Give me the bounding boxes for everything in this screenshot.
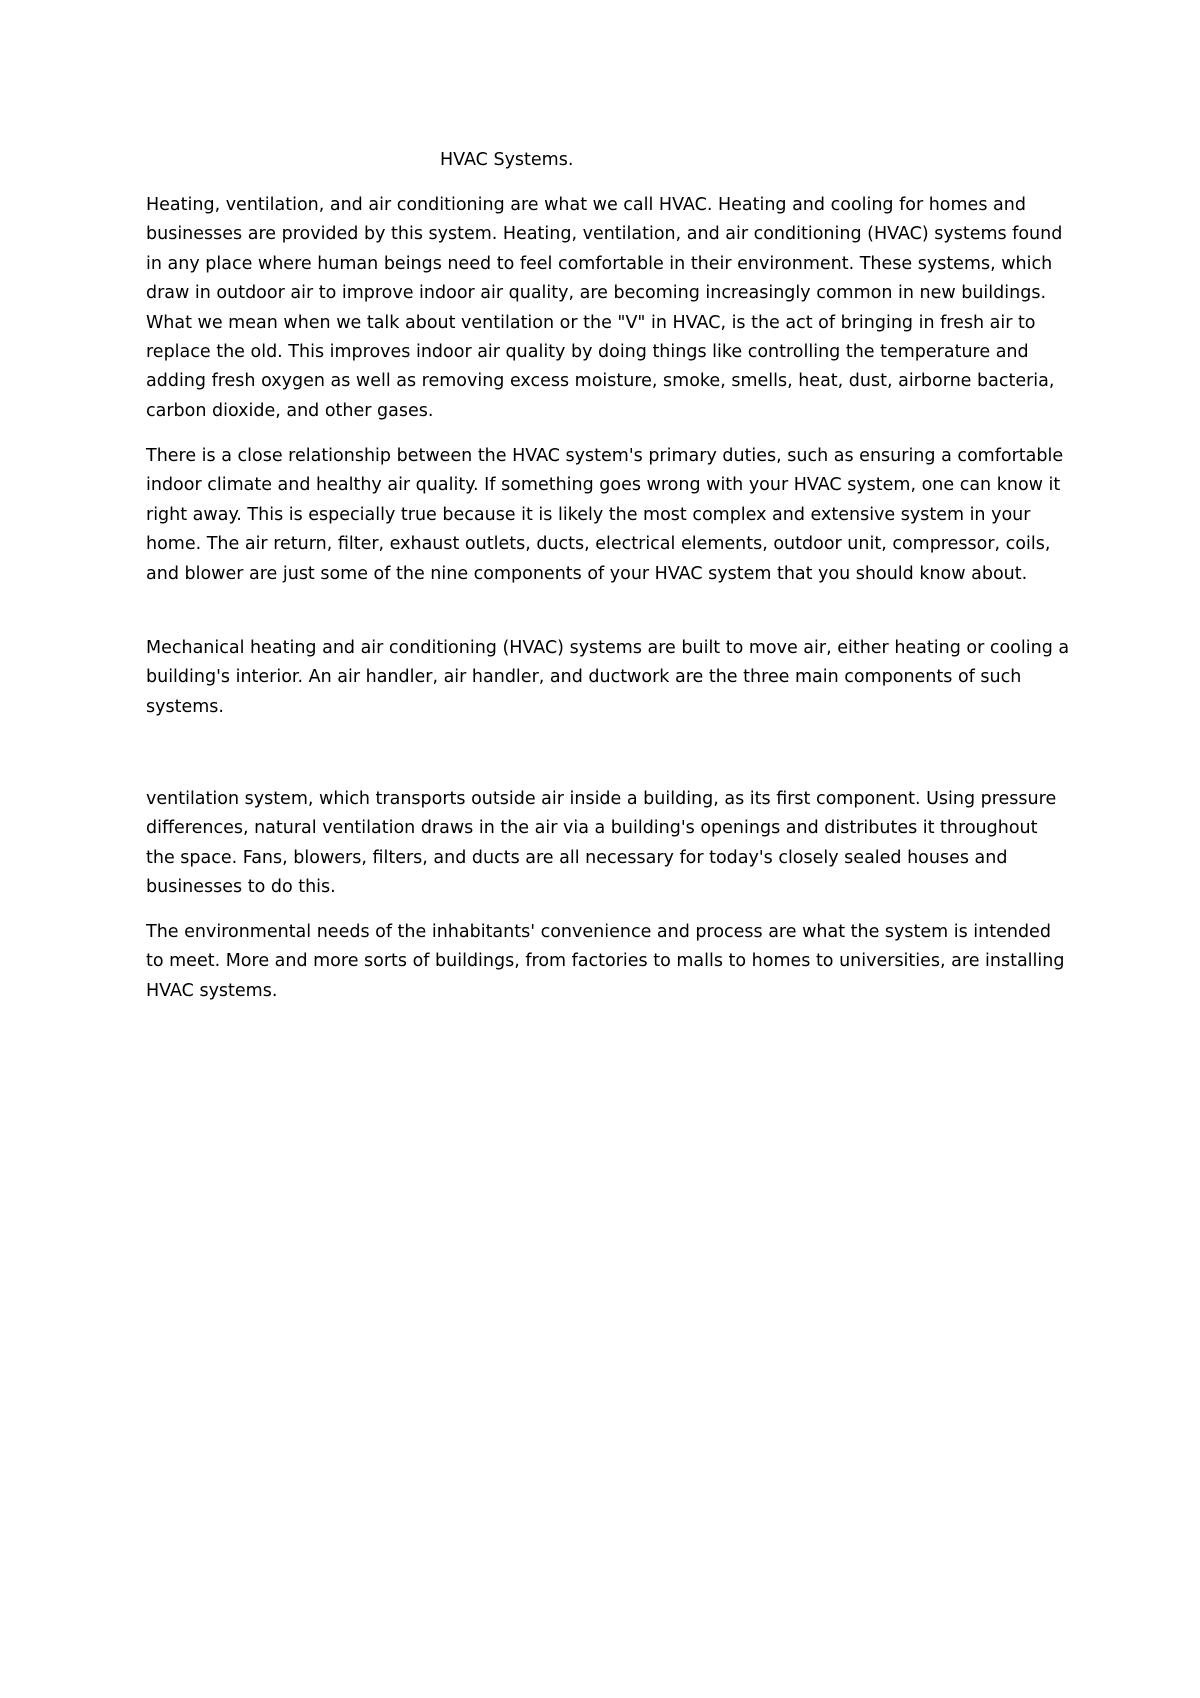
paragraph-environmental-needs: The environmental needs of the inhabitants' convenience and process are what the system is intended to meet. More and more sorts of buildings, from factories to malls to homes to universities, are installing HVAC systems. <box>146 922 1065 1001</box>
paragraph-mechanical-hvac: Mechanical heating and air conditioning (HVAC) systems are built to move air, either heating or cooling a building's interior. An air handler, air handler, and ductwork are the three main components of such systems. <box>146 638 1070 717</box>
document-title: HVAC Systems. <box>440 150 574 170</box>
paragraph-hvac-definition: Heating, ventilation, and air conditioning are what we call HVAC. Heating and cooling for homes and businesses are provided by this system. Heating, ventilation, and air conditioning (HVAC) systems found in any place where human beings need to feel comfortable in their environment. These systems, which draw in outdoor air to improve indoor air quality, are becoming increasingly common in new buildings. What we mean when we talk about ventilation or the "V" in HVAC, is the act of bringing in fresh air to replace the old. This improves indoor air quality by doing things like controlling the temperature and adding fresh oxygen as well as removing excess moisture, smoke, smells, heat, dust, airborne bacteria, carbon dioxide, and other gases. <box>146 195 1063 421</box>
paragraph-ventilation-system: ventilation system, which transports outside air inside a building, as its first component. Using pressure differences, natural ventilation draws in the air via a building's openings and distributes it throughout the space. Fans, blowers, filters, and ducts are all necessary for today's closely sealed houses and businesses to do this. <box>146 789 1057 898</box>
paragraph-hvac-duties: There is a close relationship between the HVAC system's primary duties, such as ensuring a comfortable indoor climate and healthy air quality. If something goes wrong with your HVAC system, one can know it right away. This is especially true because it is likely the most complex and extensive system in your home. The air return, filter, exhaust outlets, ducts, electrical elements, outdoor unit, compressor, coils, and blower are just some of the nine components of your HVAC system that you should know about. <box>146 446 1064 584</box>
